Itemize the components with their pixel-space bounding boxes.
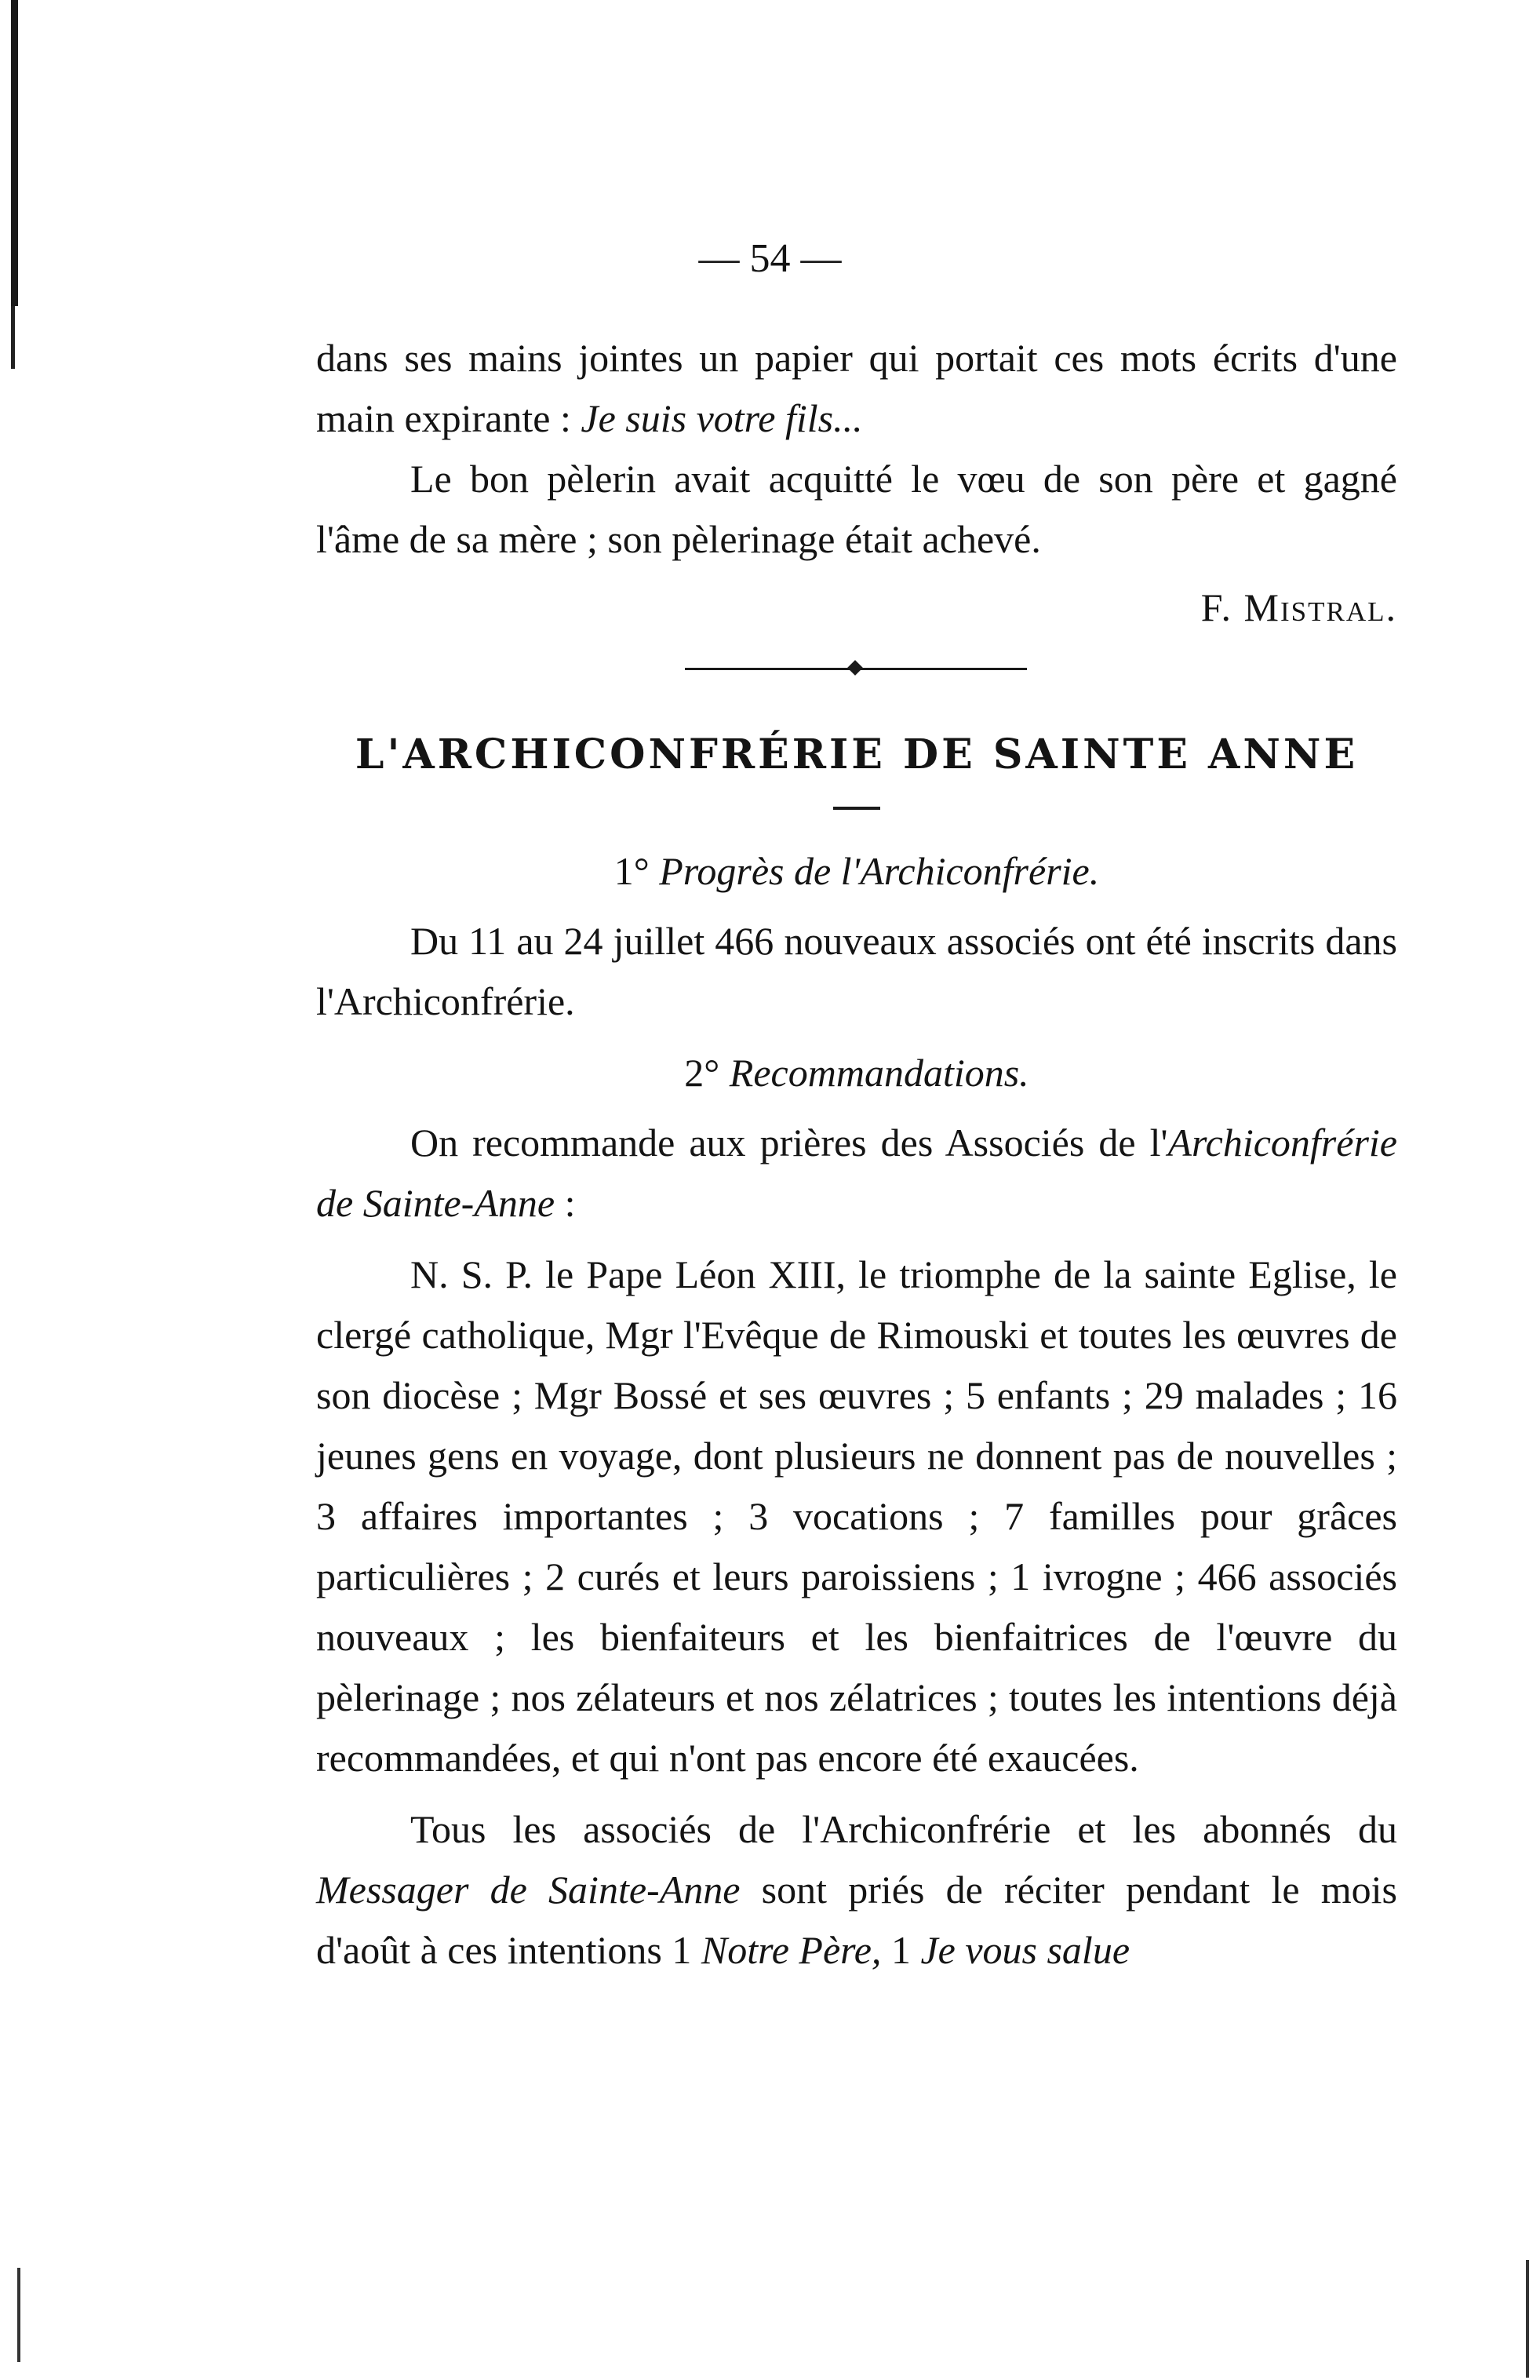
- recommend-colon: :: [555, 1181, 576, 1225]
- recommend-text: On recommande aux prières des Associés de l': [410, 1121, 1168, 1164]
- closing-text: sont priés de réciter pendant le mois d'août à ces intentions 1: [316, 1868, 1397, 1972]
- recommendations-list: N. S. P. le Pape Léon XIII, le triomphe de la sainte Eglise, le clergé catholique, Mgr l'Evêque de Rimouski et toutes les œuvres de son diocèse ; Mgr Bossé et ses œuvres ; 5 enfants ; 29 malades ; 16 jeunes gens en voyage, dont plusieurs ne donnent pas de nouvelles ; 3 affaires importantes ; 3 vocations ; 7 familles pour grâces particulières ; 2 curés et leurs paroissiens ; 1 ivrogne ; 466 associés nouveaux ; les bienfaiteurs et les bienfaitrices de l'œuvre du pèlerinage ; nos zélateurs et nos zélatrices ; toutes les intentions déjà recommandées, et qui n'ont pas encore été exaucées.: [316, 1252, 1397, 1780]
- story-paragraph-1: [316, 328, 1397, 449]
- text-column: [316, 328, 1397, 1981]
- section-heading: L'ARCHICONFRÉRIE DE SAINTE ANNE: [355, 731, 1359, 778]
- progress-paragraph: Du 11 au 24 juillet 466 nouveaux associés ont été inscrits dans l'Archiconfrérie.: [316, 919, 1397, 1023]
- subheading-number: 2°: [684, 1051, 720, 1095]
- closing-paragraph: [316, 1799, 1397, 1981]
- closing-italic: Notre Père,: [701, 1928, 882, 1972]
- page-number: — 54 —: [698, 236, 842, 281]
- scan-edge-bottom-right: [1526, 2260, 1529, 2378]
- heading-underline: [833, 807, 880, 810]
- scan-edge-bottom-left: [17, 2268, 20, 2362]
- recommend-intro: [316, 1113, 1397, 1234]
- recommend-italic: Archiconfrérie de Sainte-Anne: [316, 1121, 1397, 1225]
- closing-text: Tous les associés de l'Archiconfrérie et les abonnés du: [410, 1807, 1397, 1851]
- divider-ornament: [847, 660, 863, 676]
- subheading-title: Progrès de l'Archiconfrérie.: [659, 849, 1100, 893]
- subheading-number: 1°: [613, 849, 650, 893]
- subheading-progress: [316, 841, 1397, 902]
- subheading-recommendations: [316, 1043, 1397, 1103]
- section-divider: [316, 638, 1397, 709]
- author-signature: [316, 578, 1397, 638]
- closing-italic: Je vous salue: [920, 1928, 1130, 1972]
- closing-italic: Messager de Sainte-Anne: [316, 1868, 741, 1912]
- story-text: dans ses mains jointes un papier qui portait ces mots écrits d'une main expirante :: [316, 336, 1397, 440]
- story-quote: Je suis votre fils...: [581, 396, 863, 440]
- closing-text: 1: [881, 1928, 921, 1972]
- scan-edge-left-lower: [11, 306, 15, 369]
- subheading-title: Recommandations.: [729, 1051, 1029, 1095]
- story-paragraph-2: Le bon pèlerin avait acquitté le vœu de son père et gagné l'âme de sa mère ; son pèlerinage était achevé.: [316, 457, 1397, 561]
- author-name: F. Mistral.: [1200, 585, 1397, 629]
